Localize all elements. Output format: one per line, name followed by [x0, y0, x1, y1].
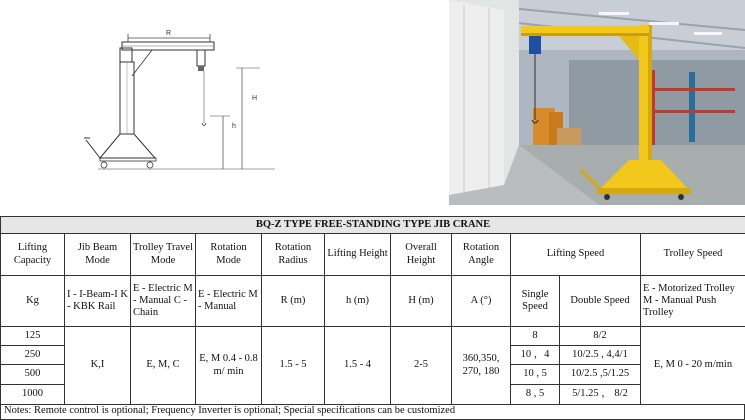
jib-crane-spec-table	[0, 216, 745, 405]
header-rotation-angle: Rotation Angle	[452, 234, 511, 276]
header-jib-beam-mode: Jib Beam Mode	[65, 234, 131, 276]
row-double-speed: 8/2	[560, 327, 641, 346]
row-capacity: 125	[1, 327, 65, 346]
header-lifting-speed: Lifting Speed	[511, 234, 641, 276]
value-rotation-mode: E, M 0.4 - 0.8 m/ min	[196, 327, 262, 405]
row-double-speed: 5/1.25 ， 8/2	[560, 385, 641, 405]
value-radius: 1.5 - 5	[262, 327, 325, 405]
unit-jib-beam: I - I-Beam-I K - KBK Rail	[65, 276, 131, 327]
row-double-speed: 10/2.5 ,5/1.25	[560, 365, 641, 385]
row-double-speed: 10/2.5 , 4,4/1	[560, 346, 641, 365]
row-capacity: 1000	[1, 385, 65, 405]
jib-crane-dimension-drawing	[60, 18, 300, 193]
header-rotation-radius: Rotation Radius	[262, 234, 325, 276]
unit-trolley-travel: E - Electric M - Manual C - Chain	[131, 276, 196, 327]
label-r: R	[166, 30, 172, 37]
value-trolley-travel: E, M, C	[131, 327, 196, 405]
unit-lifting-height: h (m)	[325, 276, 391, 327]
row-single-speed: 8	[511, 327, 560, 346]
header-overall-height: Overall Height	[391, 234, 452, 276]
unit-single-speed: Single Speed	[511, 276, 560, 327]
row-single-speed: 8 , 5	[511, 385, 560, 405]
table-title: BQ-Z TYPE FREE-STANDING TYPE JIB CRANE	[1, 217, 745, 234]
unit-capacity: Kg	[1, 276, 65, 327]
jib-crane-photo	[449, 0, 745, 205]
row-single-speed: 10 ，4	[511, 346, 560, 365]
value-angle: 360,350, 270, 180	[452, 327, 511, 405]
header-rotation-mode: Rotation Mode	[196, 234, 262, 276]
row-capacity: 250	[1, 346, 65, 365]
table-row	[1, 327, 745, 346]
value-trolley-speed: E, M 0 - 20 m/min	[641, 327, 745, 405]
unit-overall-height: H (m)	[391, 276, 452, 327]
value-jib-beam: K,I	[65, 327, 131, 405]
row-single-speed: 10 , 5	[511, 365, 560, 385]
unit-double-speed: Double Speed	[560, 276, 641, 327]
table-notes: Notes: Remote control is optional; Frequency Inverter is optional; Special specifications can be customized	[0, 404, 745, 420]
value-overall-height: 2-5	[391, 327, 452, 405]
unit-angle: A (°)	[452, 276, 511, 327]
unit-trolley-speed: E - Motorized Trolley M - Manual Push Trolley	[641, 276, 745, 327]
row-capacity: 500	[1, 365, 65, 385]
unit-radius: R (m)	[262, 276, 325, 327]
label-h-upper: H	[252, 95, 258, 102]
header-trolley-travel-mode: Trolley Travel Mode	[131, 234, 196, 276]
header-lifting-capacity: Lifting Capacity	[1, 234, 65, 276]
header-lifting-height: Lifting Height	[325, 234, 391, 276]
header-trolley-speed: Trolley Speed	[641, 234, 745, 276]
value-lifting-height: 1.5 - 4	[325, 327, 391, 405]
unit-rotation-mode: E - Electric M - Manual	[196, 276, 262, 327]
label-h-lower: h	[232, 123, 236, 130]
